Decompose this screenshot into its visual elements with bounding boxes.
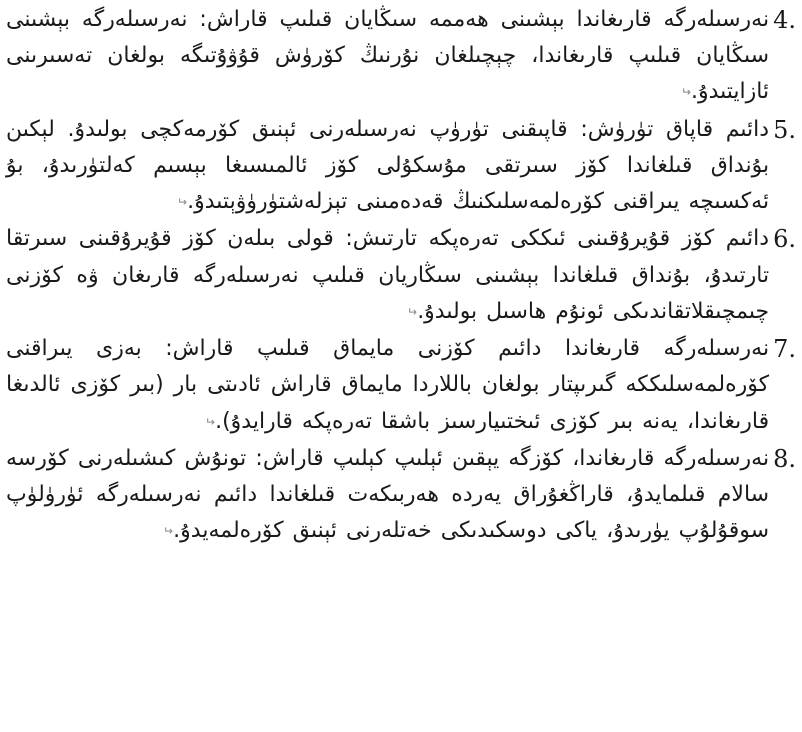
item-paragraph	[6, 2, 769, 111]
item-number: 6.	[773, 225, 796, 254]
list-item-6	[6, 221, 796, 330]
item-paragraph	[6, 441, 769, 550]
paragraph-text: نەرسىلەرگە قارىغاندا بېشىنى ھەممە سىڭايان قىلىپ قاراش: نەرسىلەرگە بېشىنى سىڭايان قىلىپ قارىغاندا، چېچىلغان نۇرنىڭ كۆرۈش قۇۋۇتىگە بولغان تەسىرىنى ئازايتىدۇ.	[6, 7, 770, 105]
paragraph-mark-icon: ↵	[163, 524, 174, 539]
paragraph-mark-icon: ↵	[407, 304, 418, 319]
list-item-4	[6, 2, 796, 111]
paragraph-mark-icon: ↵	[205, 414, 216, 429]
paragraph-text: دائىم كۆز قۇيرۇقىنى ئىككى تەرەپكە تارتىش: قولى بىلەن كۆز قۇيرۇقىنى سىرتقا تارتىدۇ، بۇنداق قىلغاندا بېشىنى سىڭاريان قىلىپ نەرسىلەرگە قارىغان ۋە كۆزنى چىمچىقلاتقاندىكى ئونۇم ھاسىل بولىدۇ.	[6, 226, 770, 324]
paragraph-text: نەرسىلەرگە قارىغاندا دائىم كۆزنى مايماق قىلىپ قاراش: بەزى يىراقنى كۆرەلمەسلىككە گىرىپتار بولغان باللاردا مايماق قاراش ئادىتى بار (بىر كۆزى ئالدىغا قارىغاندا، يەنە بىر كۆزى ئىختىيارسىز باشقا تەرەپكە قارايدۇ).	[6, 336, 770, 434]
item-paragraph	[6, 221, 769, 330]
paragraph-mark-icon: ↵	[177, 195, 188, 210]
list-item-7	[6, 331, 796, 440]
list-item-8	[6, 441, 796, 550]
paragraph-text: دائىم قاپاق تۈرۈش: قاپىقنى تۈرۈپ نەرسىلەرنى ئېنىق كۆرمەكچى بولىدۇ. لېكىن بۇنداق قىلغاندا كۆز سىرتقى مۇسكۇلى كۆز ئالمىسىغا بېسىم كەلتۈرىدۇ، بۇ ئەكسىچە يىراقنى كۆرەلمەسلىكنىڭ قەدەمىنى تېزلەشتۈرۈۋېتىدۇ.	[6, 116, 770, 215]
item-number: 5.	[773, 115, 796, 144]
item-number: 8.	[773, 444, 796, 473]
item-paragraph	[6, 112, 769, 221]
list-item-5	[6, 112, 796, 221]
item-paragraph	[6, 331, 769, 440]
paragraph-text: نەرسىلەرگە قارىغاندا، كۆزگە يېقىن ئېلىپ كېلىپ قاراش: تونۇش كىشىلەرنى كۆرسە سالام قىلمايدۇ، قاراڭغۇراق يەردە ھەربىكەت قىلغاندا دائىم نەرسىلەرگە ئۈرۈلۈپ سوقۇلۇپ يۈرىدۇ، ياكى دوسكىدىكى خەتلەرنى ئېنىق كۆرەلمەيدۇ.	[6, 445, 770, 544]
item-number: 4.	[773, 6, 796, 34]
paragraph-mark-icon: ↵	[680, 85, 691, 100]
item-number: 7.	[773, 335, 796, 364]
